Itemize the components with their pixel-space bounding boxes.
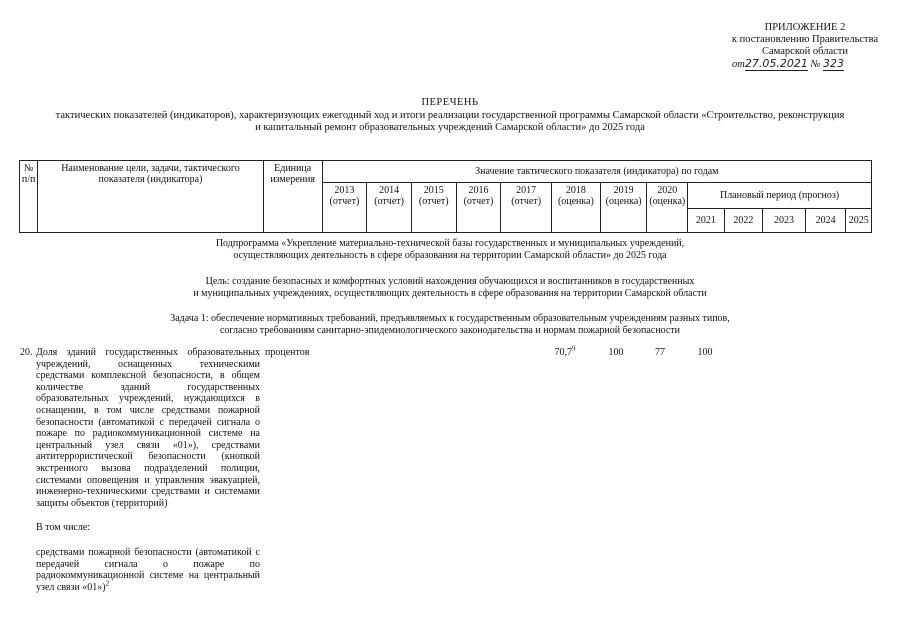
appendix-line2: Самарской области — [762, 46, 848, 57]
year-2018-header: 2018 (оценка) — [552, 183, 601, 233]
goal-line1: Цель: создание безопасных и комфортных условий нахождения обучающихся и воспитанников в государственных — [205, 276, 695, 287]
goal-line2: и муниципальных учреждениях, осуществляющих деятельность в сфере образования на территории Самарской области — [193, 288, 707, 299]
plan-year-2022: 2022 — [724, 209, 763, 233]
planned-period-header: Плановый период (прогноз) — [688, 183, 872, 209]
year-2016-header: 2016 (отчет) — [456, 183, 501, 233]
title-line2: и капитальный ремонт образовательных учреждений Самарской области» до 2025 года — [255, 122, 645, 133]
col-num-header: № п/п — [20, 161, 38, 233]
task-line2: согласно требованиям санитарно-эпидемиологического законодательства и нормам пожарной безопасности — [219, 325, 680, 336]
number-value: 323 — [822, 57, 844, 70]
row-20-unit: процентов — [265, 347, 310, 358]
row-20-value-2019: 100 — [608, 347, 624, 358]
plan-year-2023: 2023 — [763, 209, 806, 233]
row-20-value-2021: 100 — [697, 347, 713, 358]
plan-year-2025: 2025 — [846, 209, 872, 233]
year-2013-header: 2013 (отчет) — [322, 183, 367, 233]
indicators-table-header — [19, 160, 872, 233]
row-20-number: 20. — [20, 347, 33, 358]
including-label: В том числе: — [36, 522, 91, 533]
subprogram-line1: Подпрограмма «Укрепление материально-технической базы государственных и муниципальных учреждений, — [215, 238, 685, 249]
plan-year-2021: 2021 — [688, 209, 725, 233]
title-line1: тактических показателей (индикаторов), характеризующих ежегодный ход и итоги реализации государственной программы Самарской области «Строительство, реконструкция — [55, 109, 845, 121]
row-20-name: Доля зданий государственных образовательных учреждений, оснащенных техническими средствами комплексной безопасности, в общем количестве зданий государственных образовательных учреждений, нуждающихся в оснащении, в том числе средствами пожарной безопасности (автоматикой с передачей сигнала о пожаре по радиокоммуникационной системе на центральный узел связи «01»), средствами антитеррористической безопасности (кнопкой экстренного вызова подразделений полиции, системами оповещения и управления эвакуацией, инженерно-техническими средствами и системами защиты объектов (территорий) — [36, 347, 260, 509]
col-name-header: Наименование цели, задачи, тактического показателя (индикатора) — [38, 161, 263, 233]
title-main: ПЕРЕЧЕНЬ — [421, 97, 479, 108]
number-prefix: № — [810, 59, 821, 70]
plan-year-2024: 2024 — [805, 209, 846, 233]
year-2019-header: 2019 (оценка) — [600, 183, 647, 233]
year-2014-header: 2014 (отчет) — [367, 183, 412, 233]
year-2020-header: 2020 (оценка) — [647, 183, 688, 233]
appendix-header — [720, 22, 890, 71]
date-value: 27.05.2021 — [744, 57, 808, 70]
row-20-value-2018: 70,7$^9$ — [554, 344, 576, 358]
year-2015-header: 2015 (отчет) — [411, 183, 456, 233]
appendix-label: ПРИЛОЖЕНИЕ 2 — [764, 22, 846, 33]
row-20-value-2020: 77 — [655, 347, 665, 358]
subprogram-heading — [30, 238, 870, 262]
year-2017-header: 2017 (отчет) — [501, 183, 552, 233]
subprogram-line2: осуществляющих деятельность в сфере образования на территории Самарской области» до 2025 года — [233, 250, 667, 261]
date-prefix: от — [732, 59, 745, 70]
appendix-line1: к постановлению Правительства — [731, 34, 879, 45]
col-values-header: Значение тактического показателя (индикатора) по годам — [322, 161, 871, 183]
goal-heading — [30, 276, 870, 300]
task-line1: Задача 1: обеспечение нормативных требований, предъявляемых к государственным образовательным учреждениям разных типов, — [170, 313, 730, 324]
appendix-date-line — [720, 58, 890, 71]
task-heading — [30, 313, 870, 337]
document-title — [30, 97, 870, 135]
col-unit-header: Единица измерения — [263, 161, 322, 233]
row-20-sub-name: средствами пожарной безопасности (автоматикой с передачей сигнала о пожаре по радиокоммуникационной системе на центральный узел связи «01»)$^2$ — [36, 547, 260, 593]
